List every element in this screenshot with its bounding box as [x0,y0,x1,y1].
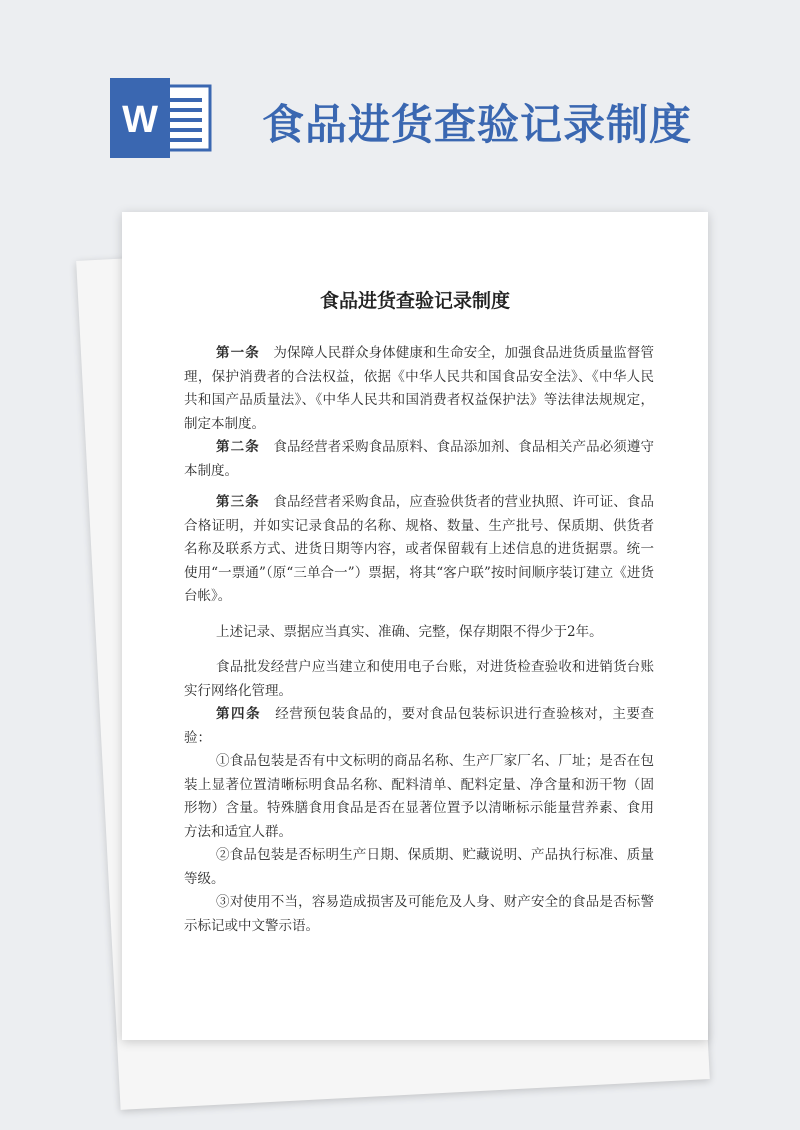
article-2 [184,436,654,483]
list-item: ③对使用不当，容易造成损害及可能危及人身、财产安全的食品是否标警示标记或中文警示语。 [184,894,654,934]
article-4 [184,703,654,750]
article-2-label: 第二条 [216,439,260,455]
article-1 [184,342,654,436]
article-1-text: 为保障人民群众身体健康和生命安全，加强食品进货质量监督管理，保护消费者的合法权益，依据《中华人民共和国食品安全法》、《中华人民共和国产品质量法》、《中华人民共和国消费者权益保护法》等法律法规规定，制定本制度。 [184,345,655,432]
document-title: 食品进货查验记录制度 [319,290,510,312]
word-icon-letter: W [122,99,158,141]
article-3-text: 食品经营者采购食品，应查验供货者的营业执照、许可证、食品合格证明，并如实记录食品的名称、规格、数量、生产批号、保质期、供货者名称及联系方式、进货日期等内容，或者保留载有上述信息的进货据票。统一使用“一票通”（原“三单合一”）票据，将其“客户联”按时间顺序装订建立《进货台帐》。 [184,494,655,604]
article-4-label: 第四条 [216,706,262,722]
article-2-text: 食品经营者采购食品原料、食品添加剂、食品相关产品必须遵守本制度。 [184,439,655,479]
document-page [122,212,708,1040]
word-document-icon [110,78,212,158]
list-item: ②食品包装是否标明生产日期、保质期、贮藏说明、产品执行标准、质量等级。 [184,847,654,887]
article-4-text: 经营预包装食品的，要对食品包装标识进行查验核对，主要查验： [184,706,655,746]
article-1-label: 第一条 [216,345,260,361]
banner-title: 食品进货查验记录制度 [262,100,693,149]
article-3-label: 第三条 [216,494,260,510]
article-3 [184,491,654,609]
list-item: ①食品包装是否有中文标明的商品名称、生产厂家厂名、厂址；是否在包装上显著位置清晰标明食品名称、配料清单、配料定量、净含量和沥干物（固形物）含量。特殊膳食用食品是否在显著位置予以清晰标示能量营养素、食用方法和适宜人群。 [184,753,654,840]
paragraph-records: 上述记录、票据应当真实、准确、完整，保存期限不得少于2年。 [216,623,603,640]
document-body [184,342,654,938]
header-banner [0,0,800,200]
paragraph-wholesale: 食品批发经营户应当建立和使用电子台账，对进货检查验收和进销货台账实行网络化管理。 [184,659,654,699]
